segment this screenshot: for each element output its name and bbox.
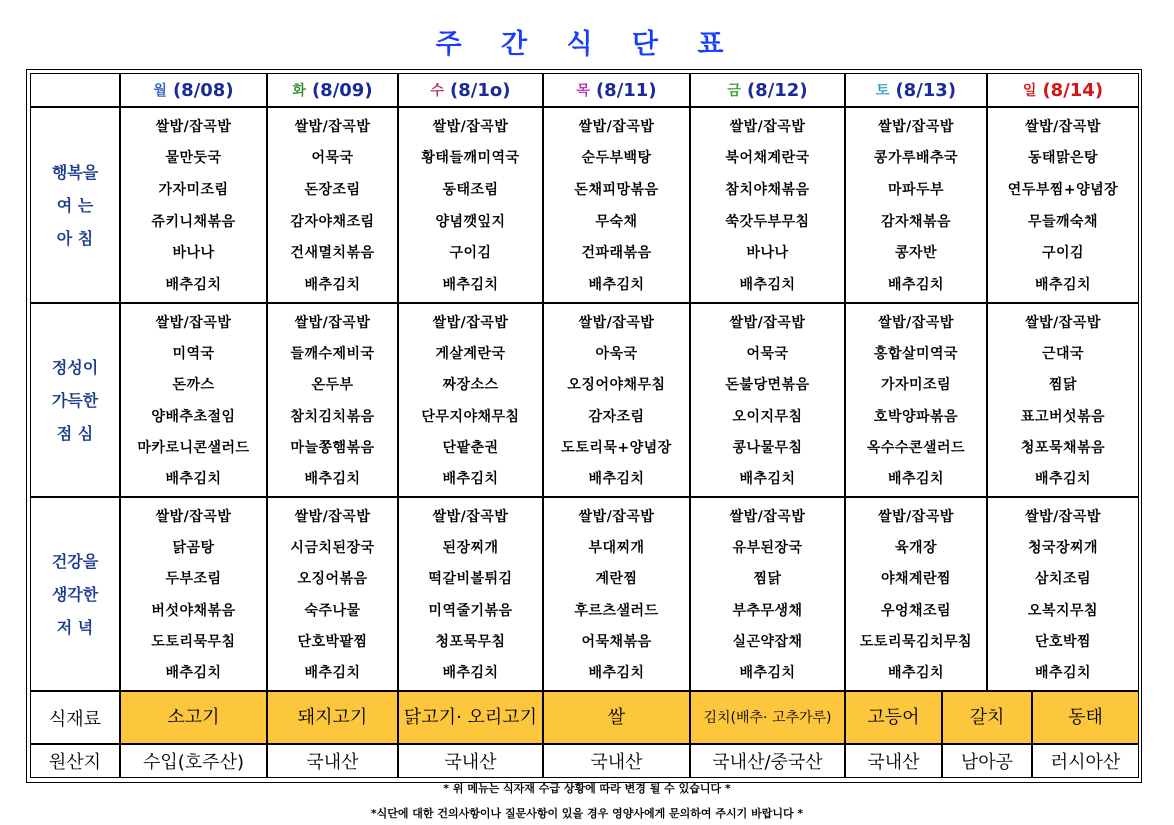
menu-cell [543, 303, 690, 497]
menu-item: 배추김치 [304, 471, 361, 488]
menu-item: 쌀밥/잡곡밥 [432, 508, 509, 525]
menu-item: 청포묵무침 [435, 633, 506, 650]
corner-cell [30, 73, 120, 107]
menu-item: 건파래볶음 [581, 245, 652, 262]
menu-item: 닭곰탕 [172, 539, 215, 556]
menu-item: 배추김치 [442, 277, 499, 294]
menu-item: 배추김치 [588, 665, 645, 682]
menu-item: 배추김치 [442, 471, 499, 488]
ingredient-cell: 닭고기· 오리고기 [398, 691, 543, 744]
menu-item: 바나나 [172, 245, 215, 262]
menu-item: 게살계란국 [435, 345, 506, 362]
menu-item: 쌀밥/잡곡밥 [294, 314, 371, 331]
origin-cell: 남아공 [942, 744, 1032, 778]
menu-item: 온두부 [311, 377, 354, 394]
menu-item: 찜닭 [1048, 377, 1078, 394]
day-icon: 화 [292, 83, 306, 99]
menu-item: 배추김치 [304, 277, 361, 294]
menu-item: 배추김치 [165, 277, 222, 294]
menu-cell [845, 303, 987, 497]
menu-cell [398, 107, 543, 303]
menu-cell [690, 303, 845, 497]
ingredient-cell: 갈치 [942, 691, 1032, 744]
menu-item: 옥수수콘샐러드 [866, 439, 966, 456]
menu-item: 물만둣국 [165, 150, 222, 167]
menu-item: 참치김치볶음 [290, 408, 375, 425]
menu-item: 쌀밥/잡곡밥 [578, 314, 655, 331]
menu-item: 콩가루배추국 [873, 150, 959, 167]
menu-item: 쌀밥/잡곡밥 [878, 508, 954, 525]
meal-label-line: 생각한 [51, 584, 99, 604]
day-header [845, 73, 987, 107]
menu-item: 떡갈비볼튀김 [428, 571, 513, 588]
menu-item: 마카로니콘샐러드 [137, 439, 250, 456]
menu-cell [120, 497, 267, 691]
ingredient-cell: 돼지고기 [267, 691, 398, 744]
day-icon: 목 [576, 83, 590, 99]
menu-item: 도토리묵무침 [151, 633, 236, 650]
meal-label-line: 가득한 [51, 390, 99, 410]
day-header [690, 73, 845, 107]
menu-item: 마파두부 [887, 182, 945, 199]
menu-cell [987, 303, 1139, 497]
menu-item: 쌀밥/잡곡밥 [729, 314, 806, 331]
menu-item: 단호박찜 [1034, 633, 1092, 650]
day-date: (8/09) [311, 79, 373, 101]
page-title: 주 간 식 단 표 [435, 29, 739, 60]
day-icon: 일 [1022, 83, 1037, 99]
menu-item: 육개장 [894, 539, 938, 556]
menu-item: 배추김치 [887, 471, 945, 488]
menu-cell [690, 497, 845, 691]
menu-item: 배추김치 [442, 665, 499, 682]
menu-item: 삼치조림 [1034, 571, 1092, 588]
menu-item: 무숙채 [595, 213, 638, 230]
menu-item: 시금치된장국 [290, 539, 375, 556]
meal-label [30, 497, 120, 691]
menu-cell [120, 303, 267, 497]
day-date: (8/12) [746, 79, 808, 101]
menu-item: 돈채피망볶음 [574, 182, 659, 199]
menu-item: 무들깨숙채 [1027, 213, 1099, 230]
menu-item: 건새멸치볶음 [290, 245, 375, 262]
origin-label: 원산지 [30, 744, 120, 778]
origin-cell: 국내산/중국산 [690, 744, 845, 778]
menu-item: 양배추초절임 [151, 408, 236, 425]
day-icon: 토 [875, 83, 890, 99]
menu-item: 배추김치 [304, 665, 361, 682]
ingredient-label: 식재료 [30, 691, 120, 744]
menu-item: 북어채계란국 [725, 150, 810, 167]
menu-item: 동태조림 [442, 182, 499, 199]
menu-item: 쌀밥/잡곡밥 [294, 118, 371, 135]
menu-item: 쌀밥/잡곡밥 [729, 118, 806, 135]
menu-item: 미역국 [172, 345, 215, 362]
menu-cell [543, 497, 690, 691]
menu-item: 오복지무침 [1027, 602, 1099, 619]
meal-label-line: 행복을 [51, 162, 99, 182]
menu-item: 단무지야채무침 [421, 408, 520, 425]
menu-item: 부추무생채 [732, 602, 803, 619]
menu-item: 청국장찌개 [1027, 539, 1099, 556]
menu-cell [987, 497, 1139, 691]
menu-item: 배추김치 [588, 471, 645, 488]
meal-label-line: 점 심 [56, 423, 94, 443]
menu-cell [845, 107, 987, 303]
menu-item: 배추김치 [887, 277, 945, 294]
meal-label-line: 여 는 [56, 195, 94, 215]
menu-item: 찜닭 [753, 571, 782, 588]
menu-item: 배추김치 [739, 665, 796, 682]
menu-item: 도토리묵김치무침 [859, 633, 973, 650]
day-icon: 월 [153, 83, 167, 99]
menu-item: 배추김치 [739, 277, 796, 294]
menu-item: 배추김치 [1034, 277, 1092, 294]
meal-label-line: 건강을 [51, 551, 99, 571]
origin-cell: 국내산 [398, 744, 543, 778]
menu-cell [987, 107, 1139, 303]
menu-item: 구이김 [449, 245, 492, 262]
menu-item: 쌀밥/잡곡밥 [155, 508, 232, 525]
ingredient-cell: 소고기 [120, 691, 267, 744]
meal-label-line: 저 녁 [56, 617, 94, 637]
menu-cell [267, 303, 398, 497]
menu-item: 단호박팥찜 [297, 633, 368, 650]
menu-item: 단팥춘권 [442, 439, 499, 456]
day-header [398, 73, 543, 107]
menu-item: 어묵국 [746, 345, 789, 362]
meal-label [30, 107, 120, 303]
menu-item: 쥬키니채볶음 [151, 213, 236, 230]
menu-item: 가자미조림 [880, 377, 952, 394]
meal-label-line: 정성이 [51, 357, 99, 377]
menu-item: 청포묵채볶음 [1020, 439, 1106, 456]
day-header [987, 73, 1139, 107]
menu-item: 쌀밥/잡곡밥 [432, 118, 509, 135]
origin-cell: 국내산 [267, 744, 398, 778]
menu-item: 쌀밥/잡곡밥 [294, 508, 371, 525]
menu-item: 두부조림 [165, 571, 222, 588]
origin-cell: 국내산 [845, 744, 942, 778]
origin-cell: 국내산 [543, 744, 690, 778]
menu-item: 쌀밥/잡곡밥 [1025, 314, 1101, 331]
menu-item: 쌀밥/잡곡밥 [432, 314, 509, 331]
menu-item: 호박양파볶음 [873, 408, 959, 425]
menu-item: 쑥갓두부무침 [725, 213, 810, 230]
day-header [120, 73, 267, 107]
menu-item: 표고버섯볶음 [1020, 408, 1106, 425]
menu-item: 유부된장국 [732, 539, 803, 556]
menu-cell [398, 303, 543, 497]
menu-item: 어묵국 [311, 150, 354, 167]
menu-item: 실곤약잡채 [732, 633, 803, 650]
menu-item: 콩나물무침 [732, 439, 803, 456]
day-icon: 금 [727, 83, 741, 99]
meal-label-line: 아 침 [56, 228, 94, 248]
menu-item: 쌀밥/잡곡밥 [1025, 118, 1101, 135]
menu-item: 배추김치 [1034, 665, 1092, 682]
menu-item: 쌀밥/잡곡밥 [1025, 508, 1101, 525]
day-date: (8/11) [595, 79, 657, 101]
origin-cell: 수입(호주산) [120, 744, 267, 778]
menu-cell [398, 497, 543, 691]
ingredient-cell: 고등어 [845, 691, 942, 744]
menu-item: 구이김 [1041, 245, 1085, 262]
menu-item: 오징어야채무침 [567, 377, 666, 394]
notice-menu-change: * 위 메뉴는 식자재 수급 상황에 따라 변경 될 수 있습니다 * [443, 782, 731, 795]
menu-item: 돈불당면볶음 [725, 377, 810, 394]
day-icon: 수 [430, 83, 445, 99]
menu-item: 바나나 [746, 245, 789, 262]
origin-cell: 러시아산 [1032, 744, 1139, 778]
menu-cell [845, 497, 987, 691]
day-date: (8/1o) [450, 79, 511, 101]
menu-item: 감자야채조림 [290, 213, 375, 230]
day-date: (8/08) [172, 79, 234, 101]
menu-item: 돈까스 [172, 377, 215, 394]
menu-item: 계란찜 [595, 571, 638, 588]
menu-item: 버섯야채볶음 [151, 602, 236, 619]
menu-item: 쌀밥/잡곡밥 [729, 508, 806, 525]
menu-item: 배추김치 [1034, 471, 1092, 488]
menu-item: 참치야채볶음 [725, 182, 810, 199]
menu-cell [543, 107, 690, 303]
menu-item: 쌀밥/잡곡밥 [155, 118, 232, 135]
ingredient-cell: 쌀 [543, 691, 690, 744]
menu-item: 야채계란찜 [880, 571, 952, 588]
menu-item: 순두부백탕 [581, 150, 652, 167]
menu-item: 배추김치 [887, 665, 945, 682]
menu-cell [267, 497, 398, 691]
menu-item: 미역줄기볶음 [428, 602, 513, 619]
menu-item: 도토리묵+양념장 [561, 439, 672, 456]
menu-item: 된장찌개 [442, 539, 499, 556]
menu-item: 근대국 [1041, 345, 1085, 362]
menu-item: 가자미조림 [158, 182, 229, 199]
menu-item: 짜장소스 [442, 377, 499, 394]
menu-item: 우엉채조림 [880, 602, 952, 619]
menu-item: 쌀밥/잡곡밥 [155, 314, 232, 331]
menu-item: 양념깻잎지 [435, 213, 506, 230]
menu-item: 쌀밥/잡곡밥 [878, 118, 954, 135]
menu-item: 감자조림 [588, 408, 645, 425]
menu-item: 배추김치 [165, 665, 222, 682]
day-header [543, 73, 690, 107]
menu-cell [690, 107, 845, 303]
menu-item: 쌀밥/잡곡밥 [578, 508, 655, 525]
menu-item: 홍합살미역국 [873, 345, 959, 362]
day-date: (8/14) [1042, 79, 1104, 101]
menu-table [26, 69, 1142, 783]
menu-item: 황태들깨미역국 [421, 150, 520, 167]
menu-item: 돈장조림 [304, 182, 361, 199]
menu-item: 부대찌개 [588, 539, 645, 556]
day-header [267, 73, 398, 107]
menu-item: 동태맑은탕 [1027, 150, 1099, 167]
ingredient-cell: 김치(배추· 고추가루) [690, 691, 845, 744]
menu-item: 배추김치 [588, 277, 645, 294]
menu-cell [120, 107, 267, 303]
menu-item: 오이지무침 [732, 408, 803, 425]
menu-item: 숙주나물 [304, 602, 361, 619]
meal-label [30, 303, 120, 497]
menu-item: 배추김치 [739, 471, 796, 488]
menu-cell [267, 107, 398, 303]
menu-item: 어묵채볶음 [581, 633, 652, 650]
menu-item: 오징어볶음 [297, 571, 368, 588]
menu-item: 쌀밥/잡곡밥 [578, 118, 655, 135]
menu-item: 감자채볶음 [880, 213, 952, 230]
day-date: (8/13) [895, 79, 957, 101]
menu-item: 아욱국 [595, 345, 638, 362]
menu-item: 연두부찜+양념장 [1007, 182, 1119, 199]
menu-item: 콩자반 [894, 245, 938, 262]
menu-item: 마늘쫑햄볶음 [290, 439, 375, 456]
ingredient-cell: 동태 [1032, 691, 1139, 744]
menu-item: 들깨수제비국 [290, 345, 375, 362]
menu-item: 배추김치 [165, 471, 222, 488]
menu-item: 쌀밥/잡곡밥 [878, 314, 954, 331]
menu-item: 후르츠샐러드 [574, 602, 659, 619]
notice-contact: *식단에 대한 건의사항이나 질문사항이 있을 경우 영양사에게 문의하여 주시기 바랍니다 * [370, 807, 804, 820]
